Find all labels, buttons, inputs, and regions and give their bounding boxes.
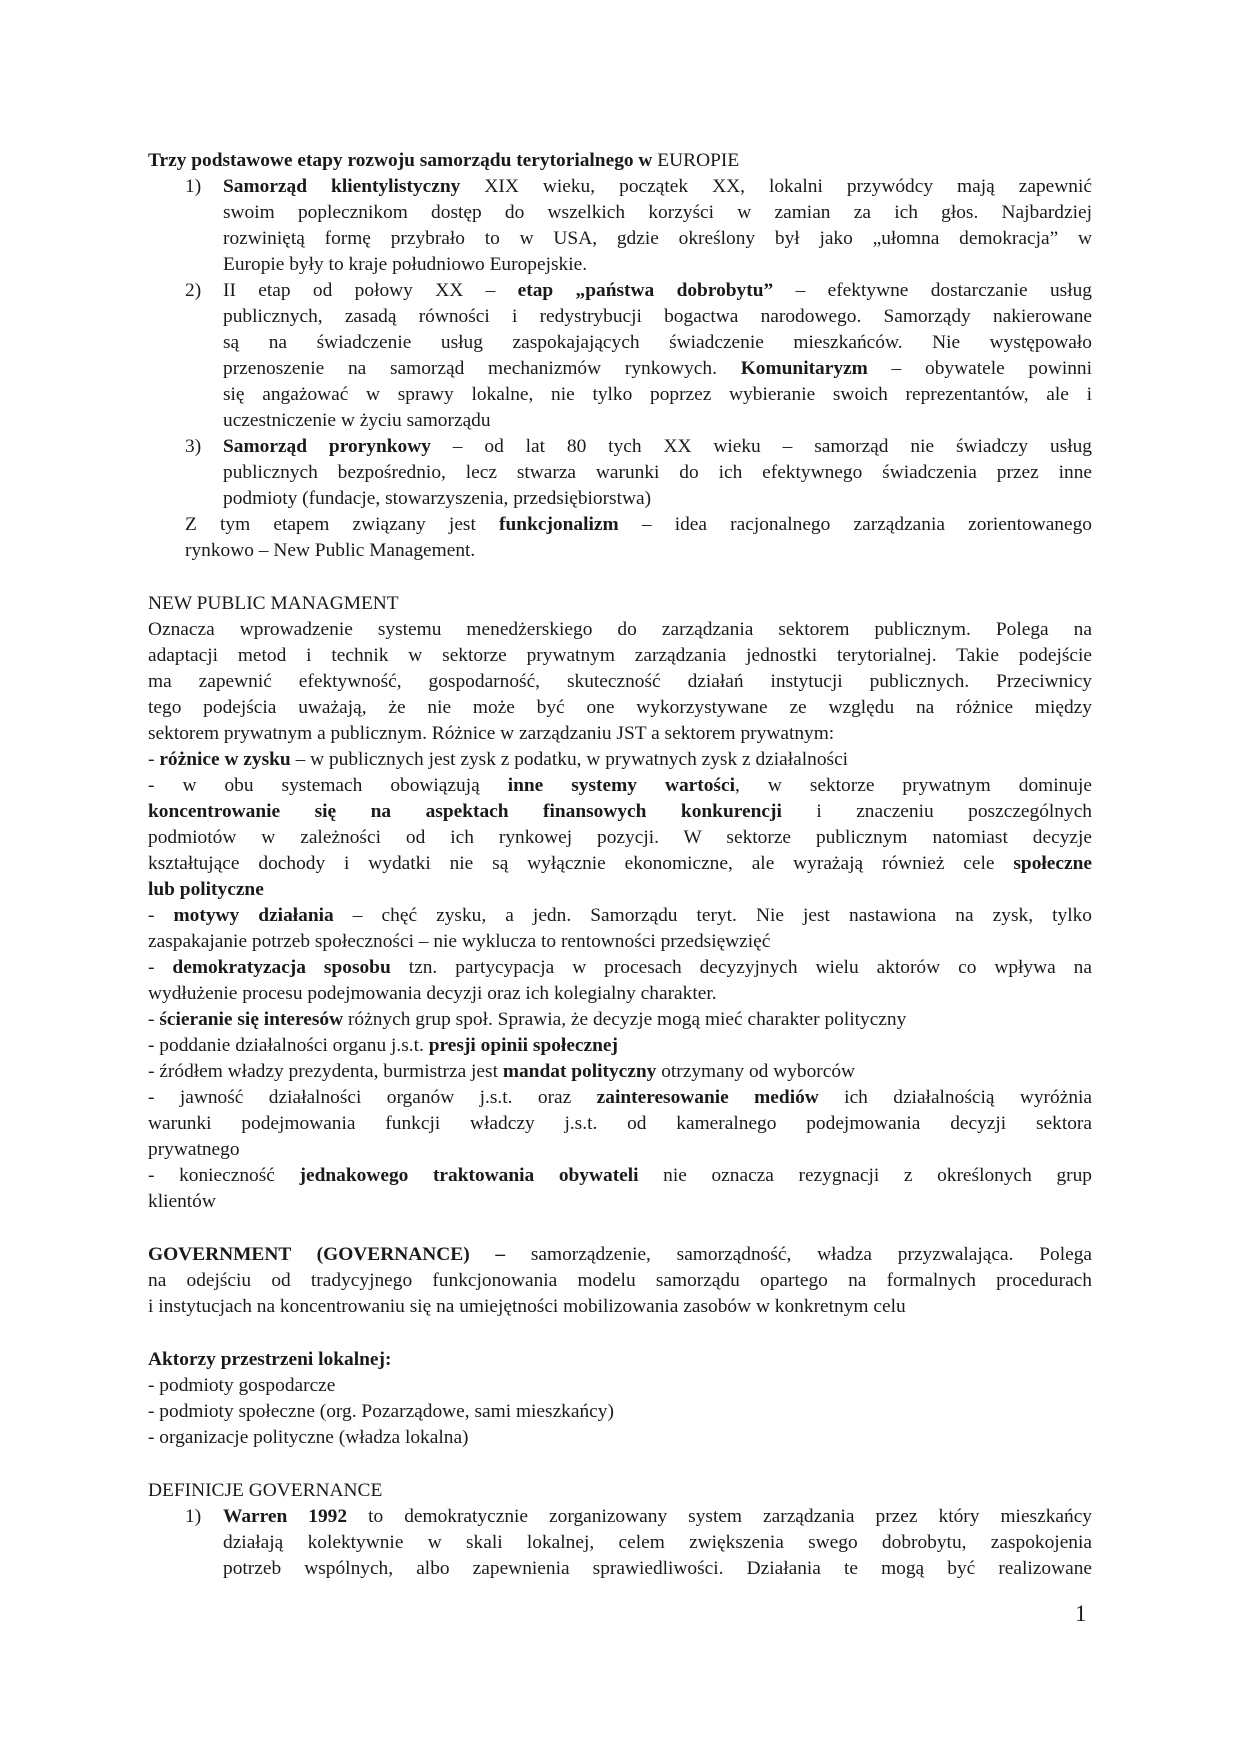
bullet-item: - ścieranie się interesów różnych grup społ. Sprawia, że decyzje mogą mieć charakter polityczny (148, 1009, 907, 1030)
text-line: i instytucjach na koncentrowaniu się na umiejętności mobilizowania zasobów w konkretnym celu (148, 1296, 906, 1317)
text-line: rynkowo – New Public Management. (185, 540, 476, 561)
list-item-definition-1: 1) Warren 1992 to demokratycznie zorganizowany system zarządzania przez który mieszkańcy (148, 1504, 1092, 1530)
bullet-item: - poddanie działalności organu j.s.t. presji opinii społecznej (148, 1035, 618, 1056)
list-number: 2) (185, 280, 202, 301)
text-line: wydłużenie procesu podejmowania decyzji oraz ich kolegialny charakter. (148, 983, 717, 1004)
text-line: są na świadczenie usług zaspokajających świadczenie mieszkańców. Nie występowało (223, 332, 1092, 353)
text-line: swoim poplecznikom dostęp do wszelkich korzyści w zamian za ich głos. Najbardziej (223, 202, 1092, 223)
bullet-item: - różnice w zysku – w publicznych jest zysk z podatku, w prywatnych zysk z działalności (148, 749, 849, 770)
section-heading-definitions: DEFINICJE GOVERNANCE (148, 1480, 383, 1501)
text-line: prywatnego (148, 1139, 240, 1160)
document-page (148, 148, 1092, 1582)
section-heading-actors: Aktorzy przestrzeni lokalnej: (148, 1349, 392, 1370)
text-line: Oznacza wprowadzenie systemu menedżerskiego do zarządzania sektorem publicznym. Polega na (148, 619, 1092, 640)
text-line: adaptacji metod i technik w sektorze prywatnym zarządzania jednostki terytorialnej. Takie podejście (148, 645, 1092, 666)
list-item-stage-3: 3) Samorząd prorynkowy – od lat 80 tych XX wieku – samorząd nie świadczy usług (148, 434, 1092, 460)
section-heading-npm: NEW PUBLIC MANAGMENT (148, 593, 399, 614)
text-line: Europie były to kraje południowo Europejskie. (223, 254, 588, 275)
text-line: podmioty (fundacje, stowarzyszenia, przedsiębiorstwa) (223, 488, 652, 509)
text-line: na odejściu od tradycyjnego funkcjonowania modelu samorządu opartego na formalnych procedurach (148, 1270, 1092, 1291)
text-line: koncentrowanie się na aspektach finansowych konkurencji i znaczeniu poszczególnych (148, 801, 1092, 822)
list-item: - podmioty gospodarcze (148, 1375, 336, 1396)
list-number: 3) (185, 436, 202, 457)
text-line: kształtujące dochody i wydatki nie są wyłącznie ekonomiczne, ale wyrażają również cele społeczne (148, 853, 1092, 874)
text-line: potrzeb wspólnych, albo zapewnienia sprawiedliwości. Działania te mogą być realizowane (223, 1558, 1092, 1579)
text-line: tego podejścia uważają, że nie może być one wykorzystywane ze względu na różnice między (148, 697, 1092, 718)
bullet-item: - w obu systemach obowiązują inne systemy wartości, w sektorze prywatnym dominuje (148, 775, 1092, 796)
bullet-item: - źródłem władzy prezydenta, burmistrza jest mandat polityczny otrzymany od wyborców (148, 1061, 856, 1082)
bullet-item: - motywy działania – chęć zysku, a jedn. Samorządu teryt. Nie jest nastawiona na zysk, tylko (148, 905, 1092, 926)
text-line: sektorem prywatnym a publicznym. Różnice w zarządzaniu JST a sektorem prywatnym: (148, 723, 835, 744)
list-item: - podmioty społeczne (org. Pozarządowe, sami mieszkańcy) (148, 1401, 614, 1422)
list-item: - organizacje polityczne (władza lokalna) (148, 1427, 469, 1448)
bullet-item: - jawność działalności organów j.s.t. oraz zainteresowanie mediów ich działalnością wyróżnia (148, 1087, 1093, 1108)
text-line: ma zapewnić efektywność, gospodarność, skuteczność działań instytucji publicznych. Przeciwnicy (148, 671, 1092, 692)
list-number: 1) (185, 1506, 202, 1527)
bullet-item: - demokratyzacja sposobu tzn. partycypacja w procesach decyzyjnych wielu aktorów co wpływa na (148, 957, 1092, 978)
section-heading-stages: Trzy podstawowe etapy rozwoju samorządu terytorialnego w EUROPIE (148, 150, 740, 171)
list-item-stage-1: 1) Samorząd klientylistyczny XIX wieku, początek XX, lokalni przywódcy mają zapewnić (148, 174, 1092, 200)
text-line: uczestniczenie w życiu samorządu (223, 410, 491, 431)
text-line: lub polityczne (148, 879, 264, 900)
governance-paragraph: GOVERNMENT (GOVERNANCE) – samorządzenie, samorządność, władza przyzwalająca. Polega (148, 1244, 1092, 1265)
text-line: klientów (148, 1191, 216, 1212)
text-line: zaspakajanie potrzeb społeczności – nie wyklucza to rentowności przedsięwzięć (148, 931, 771, 952)
text-line: podmiotów w zależności od ich rynkowej pozycji. W sektorze publicznym natomiast decyzje (148, 827, 1092, 848)
list-number: 1) (185, 176, 202, 197)
text-line: przenoszenie na samorząd mechanizmów rynkowych. Komunitaryzm – obywatele powinni (223, 358, 1092, 379)
text-line: się angażować w sprawy lokalne, nie tylko poprzez wybieranie swoich reprezentantów, ale i (223, 384, 1092, 405)
bullet-item: - konieczność jednakowego traktowania obywateli nie oznacza rezygnacji z określonych grup (148, 1165, 1092, 1186)
list-item-stage-2: 2) II etap od połowy XX – etap „państwa dobrobytu” – efektywne dostarczanie usług (148, 278, 1092, 304)
text-line: publicznych bezpośrednio, lecz stwarza warunki do ich efektywnego świadczenia przez inne (223, 462, 1092, 483)
text-line: publicznych, zasadą równości i redystrybucji bogactwa narodowego. Samorządy nakierowane (223, 306, 1092, 327)
text-line: warunki podejmowania funkcji władczy j.s.t. od kameralnego podejmowania decyzji sektora (148, 1113, 1092, 1134)
text-line: działają kolektywnie w skali lokalnej, celem zwiększenia swego dobrobytu, zaspokojenia (223, 1532, 1092, 1553)
text-line: Z tym etapem związany jest funkcjonalizm – idea racjonalnego zarządzania zorientowanego (185, 514, 1092, 535)
page-number: 1 (1075, 1601, 1087, 1626)
text-line: rozwiniętą formę przybrało to w USA, gdzie określony był jako „ułomna demokracja” w (223, 228, 1092, 249)
